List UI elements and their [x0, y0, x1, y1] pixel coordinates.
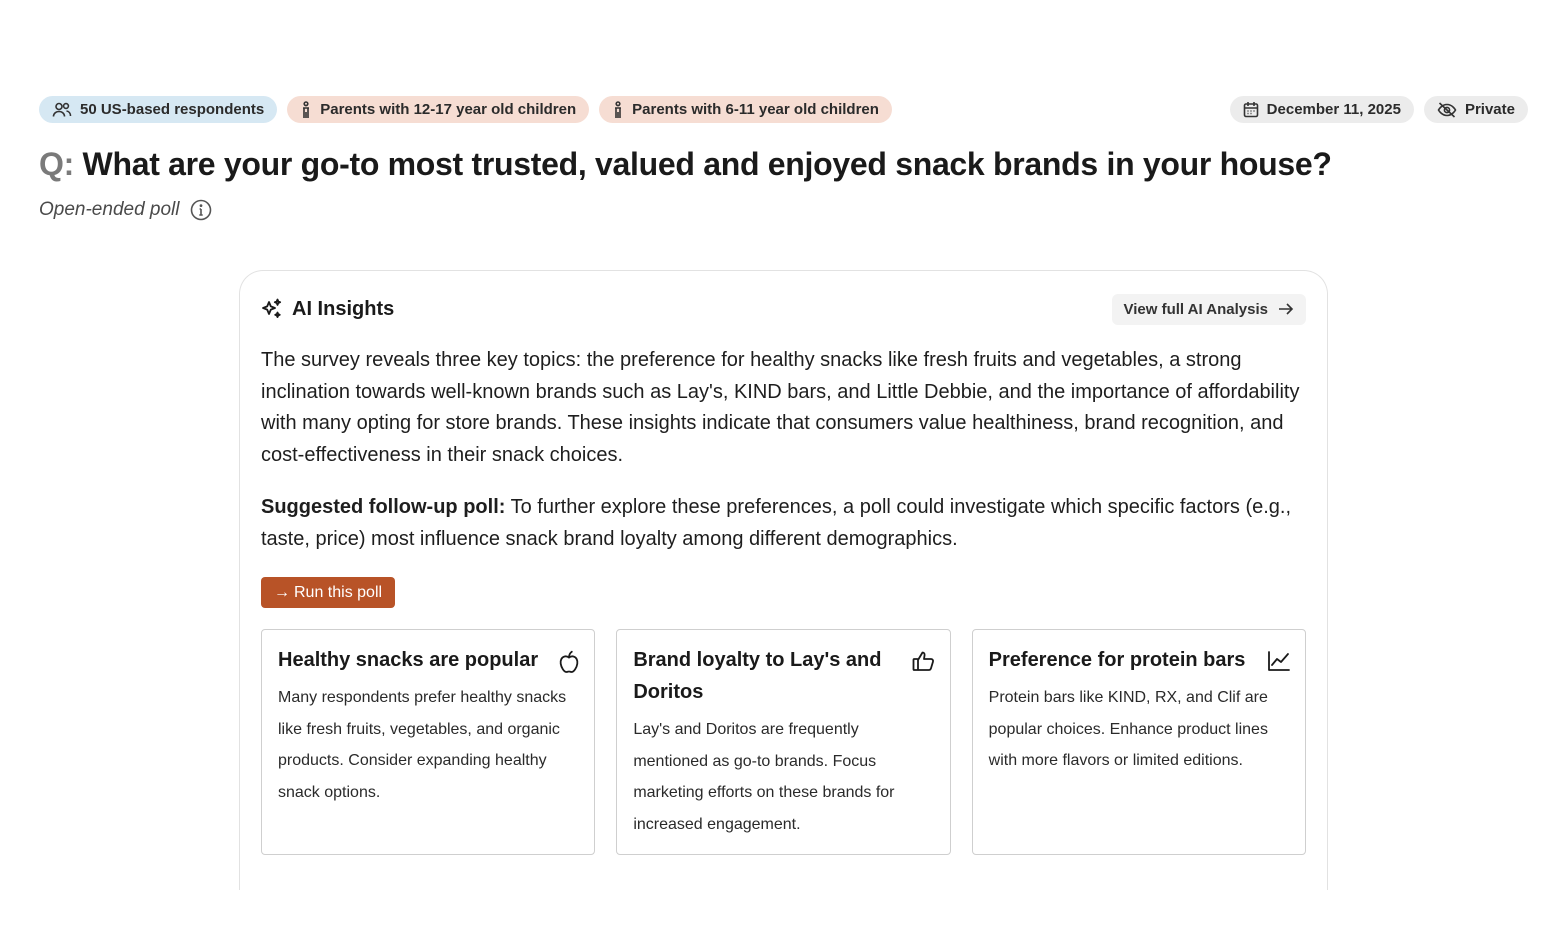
date-tag	[1230, 96, 1414, 123]
child-icon	[612, 101, 624, 119]
insight-card	[972, 629, 1306, 855]
suggested-followup	[261, 492, 1306, 555]
audience-tags	[39, 96, 892, 124]
respondents-label: 50 US-based respondents	[80, 101, 265, 118]
audience-label-teens: Parents with 12-17 year old children	[320, 101, 577, 118]
page-title	[39, 146, 1332, 183]
thumbs-up-icon	[912, 650, 936, 672]
audience-tag-teens	[287, 96, 589, 123]
sparkles-icon	[261, 298, 283, 320]
insights-header	[261, 293, 1306, 325]
followup-text: To further explore these preferences, a poll could investigate which specific factors (e.g., taste, price) most influence snack brand loyalty among different demographics.	[261, 496, 1292, 550]
run-poll-button[interactable]	[261, 577, 395, 608]
insights-title	[261, 298, 394, 321]
insight-card-body: Lay's and Doritos are frequently mentioned as go-to brands. Focus marketing efforts on these brands for increased engagement.	[633, 721, 895, 833]
line-chart-icon	[1267, 650, 1291, 672]
info-icon[interactable]	[190, 199, 212, 221]
poll-type	[39, 199, 212, 221]
meta-tags	[1230, 96, 1528, 124]
run-poll-label: Run this poll	[294, 583, 383, 601]
insight-card-title: Preference for protein bars	[988, 649, 1246, 671]
ai-insights-panel	[239, 270, 1328, 890]
insight-card-body: Protein bars like KIND, RX, and Clif are popular choices. Enhance product lines with more flavors or limited editions.	[988, 689, 1268, 769]
question-text: What are your go-to most trusted, valued and enjoyed snack brands in your house?	[82, 146, 1332, 182]
poll-type-label: Open-ended poll	[39, 199, 180, 220]
insight-card-title: Healthy snacks are popular	[278, 649, 539, 671]
visibility-label: Private	[1464, 101, 1515, 118]
eye-off-icon	[1437, 102, 1457, 118]
followup-label: Suggested follow-up poll:	[261, 496, 506, 518]
insight-card	[616, 629, 950, 855]
arrow-icon: →	[274, 583, 290, 601]
view-full-analysis-button[interactable]	[1112, 294, 1307, 325]
visibility-tag[interactable]	[1424, 96, 1528, 123]
insight-card	[261, 629, 595, 855]
view-full-analysis-label: View full AI Analysis	[1123, 300, 1268, 318]
child-icon	[300, 101, 312, 119]
audience-tag-kids	[599, 96, 892, 123]
date-label: December 11, 2025	[1266, 101, 1401, 118]
insight-card-title: Brand loyalty to Lay's and Doritos	[633, 649, 882, 703]
audience-label-kids: Parents with 6-11 year old children	[632, 101, 879, 118]
insight-card-body: Many respondents prefer healthy snacks like fresh fruits, vegetables, and organic products. Consider expanding healthy snack options.	[278, 689, 567, 801]
question-prefix: Q:	[39, 146, 74, 182]
insights-summary: The survey reveals three key topics: the preference for healthy snacks like fresh fruits and vegetables, a strong inclination towards well-known brands such as Lay's, KIND bars, and Little Debbie, and the importance of affordability with many opting for store brands. These insights indicate that consumers value healthiness, brand recognition, and cost-effectiveness in their snack choices.	[261, 349, 1300, 466]
insight-cards	[261, 629, 1306, 855]
arrow-right-icon	[1278, 302, 1294, 316]
respondents-tag	[39, 96, 277, 123]
calendar-icon	[1243, 101, 1259, 118]
apple-icon	[558, 650, 580, 674]
tags-row	[39, 96, 1528, 124]
insights-title-label: AI Insights	[292, 297, 395, 320]
users-icon	[52, 102, 72, 118]
